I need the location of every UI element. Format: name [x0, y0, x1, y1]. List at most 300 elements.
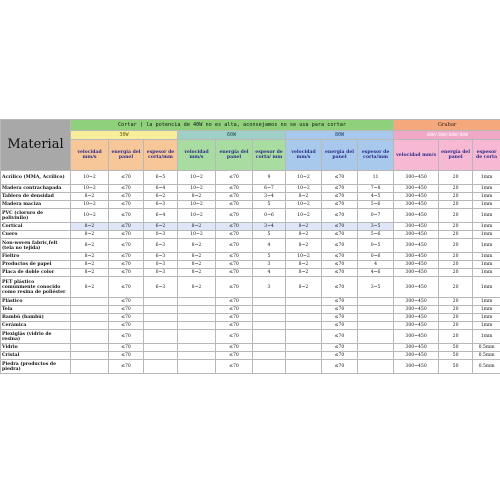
table-cell: 6~3	[144, 201, 178, 209]
col-header-speed: velocidad mm/s	[286, 140, 322, 171]
table-row	[1, 185, 500, 193]
table-row	[1, 352, 500, 360]
table-cell: ≤70	[109, 185, 144, 193]
table-cell	[253, 344, 286, 352]
table-cell: 1mm	[473, 201, 500, 209]
table-cell: 4	[358, 261, 394, 269]
table-cell	[71, 298, 109, 306]
table-cell: ≤70	[216, 209, 253, 223]
table-cell: 6~5	[144, 171, 178, 185]
table-cell	[358, 322, 394, 330]
table-cell: 300~450	[394, 269, 439, 277]
table-cell: 300~450	[394, 352, 439, 360]
table-row	[1, 306, 500, 314]
table-cell: ≤70	[109, 277, 144, 298]
material-name: Fieltro	[1, 253, 71, 261]
table-cell: ≤70	[322, 239, 358, 253]
table-cell	[358, 314, 394, 322]
table-row	[1, 314, 500, 322]
table-cell	[144, 306, 178, 314]
table-cell	[358, 298, 394, 306]
table-cell: ≤70	[322, 253, 358, 261]
table-cell: 1mm	[473, 322, 500, 330]
table-cell	[144, 322, 178, 330]
table-cell: 300~450	[394, 314, 439, 322]
table-cell	[286, 298, 322, 306]
table-cell	[144, 330, 178, 344]
table-cell: ≤70	[109, 314, 144, 322]
table-row	[1, 193, 500, 201]
table-cell: ≤70	[109, 253, 144, 261]
table-cell: 1mm	[473, 239, 500, 253]
table-cell: 6~2	[144, 193, 178, 201]
table-cell: 20	[439, 330, 473, 344]
table-cell: 20	[439, 306, 473, 314]
table-cell	[144, 344, 178, 352]
table-cell: 300~450	[394, 360, 439, 374]
table-cell: 1mm	[473, 223, 500, 231]
table-cell: ≤70	[322, 209, 358, 223]
material-name: Cristal	[1, 352, 71, 360]
table-cell: 20	[439, 171, 473, 185]
power-60w-header: 60W	[178, 131, 286, 140]
col-header-power: energía del panel	[439, 140, 473, 171]
table-cell: ≤70	[322, 352, 358, 360]
table-cell: 6~7	[253, 185, 286, 193]
table-cell: ≤70	[109, 360, 144, 374]
table-cell: ≤70	[216, 171, 253, 185]
table-cell: 8~2	[71, 277, 109, 298]
table-cell: ≤70	[216, 298, 253, 306]
table-cell	[71, 352, 109, 360]
table-cell: 10~2	[71, 185, 109, 193]
material-name: Plástico	[1, 298, 71, 306]
table-cell: 0~6	[253, 209, 286, 223]
table-cell: 10~2	[286, 209, 322, 223]
table-cell: 300~450	[394, 261, 439, 269]
table-cell: 3~5	[358, 223, 394, 231]
table-cell	[178, 314, 216, 322]
table-cell: ≤70	[109, 306, 144, 314]
table-cell	[253, 314, 286, 322]
material-name: PET plástico comúnmente conocido como resina de poliéster	[1, 277, 71, 298]
material-name: Plexiglás (vidrio de resina)	[1, 330, 71, 344]
table-cell: 20	[439, 239, 473, 253]
table-cell	[144, 352, 178, 360]
material-name: Cortical	[1, 223, 71, 231]
table-cell	[358, 330, 394, 344]
table-cell: ≤70	[216, 306, 253, 314]
table-cell	[253, 352, 286, 360]
table-cell: ≤70	[216, 231, 253, 239]
material-name: PVC (cloruro de polivinilo)	[1, 209, 71, 223]
material-name: Bambú (bambú)	[1, 314, 71, 322]
table-cell: 0.5mm	[473, 360, 500, 374]
table-cell: 5~6	[358, 201, 394, 209]
table-cell: 20	[439, 209, 473, 223]
col-header-speed: velocidad mm/s	[178, 140, 216, 171]
table-cell	[144, 360, 178, 374]
material-name: Madera maciza	[1, 201, 71, 209]
table-cell: 0~6	[358, 253, 394, 261]
table-cell: 1mm	[473, 193, 500, 201]
table-cell: 8~2	[286, 269, 322, 277]
table-cell: 50	[439, 344, 473, 352]
table-cell: 6~2	[144, 223, 178, 231]
table-cell: 6~4	[144, 209, 178, 223]
table-cell: 20	[439, 253, 473, 261]
table-cell	[358, 344, 394, 352]
power-engrave-header: 40W/30W/60W/80W	[394, 131, 500, 140]
table-cell: ≤70	[216, 352, 253, 360]
table-cell: 4~6	[358, 269, 394, 277]
table-cell: 20	[439, 261, 473, 269]
table-cell: 4~5	[358, 193, 394, 201]
table-cell: ≤70	[322, 298, 358, 306]
table-cell	[71, 344, 109, 352]
table-cell: ≤70	[109, 223, 144, 231]
table-cell: ≤70	[109, 201, 144, 209]
table-cell: 50	[439, 360, 473, 374]
table-cell: 10~2	[71, 209, 109, 223]
table-cell: 1mm	[473, 171, 500, 185]
table-cell: ≤70	[216, 201, 253, 209]
table-row	[1, 223, 500, 231]
table-cell: ≤70	[109, 344, 144, 352]
table-cell: 1mm	[473, 314, 500, 322]
table-cell	[178, 306, 216, 314]
table-cell: 1mm	[473, 231, 500, 239]
table-cell: ≤70	[109, 352, 144, 360]
table-cell: 10~2	[286, 171, 322, 185]
table-cell: 8~2	[178, 261, 216, 269]
material-name: Piedra (productos de piedra)	[1, 360, 71, 374]
col-header-power: energía del panel	[322, 140, 358, 171]
table-cell	[253, 330, 286, 344]
table-cell: ≤70	[216, 193, 253, 201]
table-cell: 8~2	[71, 223, 109, 231]
table-cell: 4	[253, 269, 286, 277]
table-cell: ≤70	[322, 171, 358, 185]
table-cell: 300~450	[394, 201, 439, 209]
table-cell: 0~3	[144, 269, 178, 277]
table-cell: 0~3	[144, 231, 178, 239]
table-cell: ≤70	[216, 360, 253, 374]
material-name: Placa de doble color	[1, 269, 71, 277]
table-cell	[144, 314, 178, 322]
table-cell: ≤70	[216, 277, 253, 298]
table-cell: 8~2	[71, 253, 109, 261]
table-cell: 4	[253, 239, 286, 253]
table-cell: 9	[253, 171, 286, 185]
table-cell: 8~2	[178, 253, 216, 261]
table-cell: ≤70	[109, 261, 144, 269]
table-cell: ≤70	[109, 239, 144, 253]
table-cell	[358, 306, 394, 314]
material-name: Madera contrachapada	[1, 185, 71, 193]
table-cell: 300~450	[394, 193, 439, 201]
table-cell: 5	[253, 201, 286, 209]
table-cell: 20	[439, 223, 473, 231]
table-cell	[178, 344, 216, 352]
table-cell: 0~5	[358, 239, 394, 253]
table-cell: ≤70	[322, 231, 358, 239]
table-cell: ≤70	[109, 298, 144, 306]
material-name: Vidrio	[1, 344, 71, 352]
table-cell: 3~4	[253, 223, 286, 231]
material-name: Productos de papel	[1, 261, 71, 269]
table-row	[1, 209, 500, 223]
table-cell: ≤70	[322, 261, 358, 269]
table-cell: 1mm	[473, 209, 500, 223]
table-cell: 8~2	[71, 193, 109, 201]
table-cell: 3~4	[253, 193, 286, 201]
col-header-thickness: espesor de corta/mm	[144, 140, 178, 171]
table-cell: ≤70	[322, 360, 358, 374]
table-cell: 7~8	[358, 185, 394, 193]
table-cell: ≤70	[322, 201, 358, 209]
table-cell: 300~450	[394, 223, 439, 231]
table-cell: ≤70	[216, 223, 253, 231]
table-cell: 1mm	[473, 269, 500, 277]
col-header-power: energía del panel	[216, 140, 253, 171]
table-cell	[253, 298, 286, 306]
table-cell: 10~2	[178, 171, 216, 185]
table-cell: 8~2	[71, 261, 109, 269]
table-cell: ≤70	[109, 171, 144, 185]
table-cell	[286, 330, 322, 344]
table-cell	[286, 314, 322, 322]
table-cell: ≤70	[322, 269, 358, 277]
table-cell: 20	[439, 231, 473, 239]
table-cell: ≤70	[109, 193, 144, 201]
table-cell	[286, 344, 322, 352]
table-cell: 8~2	[178, 223, 216, 231]
table-cell: 10~2	[178, 185, 216, 193]
table-cell: ≤70	[322, 223, 358, 231]
table-cell: 8~2	[286, 231, 322, 239]
col-header-thickness: espesor de corta	[473, 140, 500, 171]
table-row	[1, 298, 500, 306]
table-cell	[71, 360, 109, 374]
table-row	[1, 253, 500, 261]
table-cell: 10~2	[178, 201, 216, 209]
table-cell: 1mm	[473, 261, 500, 269]
table-cell: 8~2	[71, 239, 109, 253]
col-header-speed: velocidad mm/s	[71, 140, 109, 171]
power-30w-header: 30W	[71, 131, 178, 140]
table-cell: 300~450	[394, 253, 439, 261]
table-cell: 1mm	[473, 298, 500, 306]
table-cell: 5~6	[358, 231, 394, 239]
table-cell: ≤70	[322, 193, 358, 201]
table-cell: 0.5mm	[473, 344, 500, 352]
table-cell: 300~450	[394, 231, 439, 239]
table-cell	[286, 352, 322, 360]
table-cell: 3	[253, 277, 286, 298]
table-cell: 8~2	[71, 231, 109, 239]
table-row	[1, 344, 500, 352]
material-name: Cuero	[1, 231, 71, 239]
table-cell	[71, 330, 109, 344]
table-cell: 20	[439, 201, 473, 209]
table-cell: ≤70	[216, 269, 253, 277]
table-cell: ≤70	[109, 209, 144, 223]
material-name: Cerámica	[1, 322, 71, 330]
table-cell: 1mm	[473, 253, 500, 261]
table-cell: ≤70	[109, 231, 144, 239]
table-cell: 300~450	[394, 306, 439, 314]
table-row	[1, 322, 500, 330]
table-cell	[178, 352, 216, 360]
col-header-power: energía del panel	[109, 140, 144, 171]
table-cell: 8~2	[286, 223, 322, 231]
table-cell: 0~7	[358, 209, 394, 223]
table-cell: 300~450	[394, 298, 439, 306]
col-header-thickness: espesor de corta/ mm	[253, 140, 286, 171]
table-cell: 300~450	[394, 171, 439, 185]
table-cell	[71, 314, 109, 322]
table-cell	[178, 330, 216, 344]
material-name: Tablero de densidad	[1, 193, 71, 201]
laser-settings-table	[0, 119, 500, 374]
table-cell	[178, 322, 216, 330]
table-cell: ≤70	[216, 185, 253, 193]
table-cell: ≤70	[216, 314, 253, 322]
table-cell: ≤70	[322, 306, 358, 314]
table-cell: ≤70	[216, 330, 253, 344]
table-cell: 6~4	[144, 185, 178, 193]
table-cell: 20	[439, 322, 473, 330]
table-cell: 8~2	[178, 239, 216, 253]
table-cell: 3	[253, 261, 286, 269]
table-cell: ≤70	[322, 277, 358, 298]
table-row	[1, 261, 500, 269]
table-cell: ≤70	[109, 330, 144, 344]
material-name: Non-woven fabric,felt (tela no tejida)	[1, 239, 71, 253]
table-cell: 6~3	[144, 277, 178, 298]
table-cell: ≤70	[322, 330, 358, 344]
table-cell: 10~2	[178, 209, 216, 223]
col-header-thickness: espesor de corta/mm	[358, 140, 394, 171]
table-row	[1, 330, 500, 344]
table-cell	[71, 306, 109, 314]
table-cell: 300~450	[394, 209, 439, 223]
table-cell: 300~450	[394, 344, 439, 352]
table-row	[1, 171, 500, 185]
table-cell: 3~5	[358, 277, 394, 298]
table-cell: 10~2	[286, 253, 322, 261]
table-cell: 300~450	[394, 239, 439, 253]
table-cell: ≤70	[216, 239, 253, 253]
table-cell: 8~2	[71, 269, 109, 277]
table-cell: 0.5mm	[473, 352, 500, 360]
table-cell: 50	[439, 352, 473, 360]
table-cell: 8~2	[286, 193, 322, 201]
material-name: Acrílico (MMA, Acrílico)	[1, 171, 71, 185]
table-cell: ≤70	[216, 261, 253, 269]
table-cell: 20	[439, 314, 473, 322]
table-cell: ≤70	[109, 322, 144, 330]
table-cell: 5	[253, 253, 286, 261]
table-cell: 5	[253, 231, 286, 239]
table-cell	[178, 298, 216, 306]
table-cell: 10~2	[71, 201, 109, 209]
table-cell: 8~2	[178, 193, 216, 201]
table-cell: 10~2	[286, 201, 322, 209]
table-cell: 20	[439, 185, 473, 193]
table-cell	[71, 322, 109, 330]
table-cell	[286, 322, 322, 330]
table-cell: 6~3	[144, 253, 178, 261]
table-cell: 300~450	[394, 277, 439, 298]
table-cell	[358, 360, 394, 374]
table-cell: 0~3	[144, 261, 178, 269]
table-row	[1, 201, 500, 209]
table-row	[1, 269, 500, 277]
table-cell	[253, 306, 286, 314]
table-cell	[144, 298, 178, 306]
table-cell: 20	[439, 298, 473, 306]
table-cell: 10~2	[286, 185, 322, 193]
cut-banner: Cortar ( la potencia de 40W no es alta, aconsejamos no se usa para cortar	[71, 120, 394, 131]
table-cell: 300~450	[394, 185, 439, 193]
col-header-speed: velocidad mm/s	[394, 140, 439, 171]
table-cell: 6~3	[144, 239, 178, 253]
table-cell: 10~2	[178, 231, 216, 239]
table-cell: 300~450	[394, 322, 439, 330]
table-cell: 8~2	[178, 277, 216, 298]
table-cell: 8~2	[286, 277, 322, 298]
table-cell: 11	[358, 171, 394, 185]
table-cell: ≤70	[322, 314, 358, 322]
table-cell: 1mm	[473, 306, 500, 314]
table-cell: 1mm	[473, 277, 500, 298]
settings-sheet	[0, 119, 500, 374]
table-row	[1, 239, 500, 253]
table-row	[1, 360, 500, 374]
table-cell	[286, 306, 322, 314]
engrave-banner: Grabar	[394, 120, 500, 131]
table-cell: ≤70	[216, 322, 253, 330]
table-cell: ≤70	[322, 322, 358, 330]
table-cell: 20	[439, 269, 473, 277]
table-cell: 1mm	[473, 185, 500, 193]
table-cell	[253, 322, 286, 330]
table-cell	[358, 352, 394, 360]
table-cell: ≤70	[322, 185, 358, 193]
table-cell	[286, 360, 322, 374]
table-cell: ≤70	[216, 344, 253, 352]
table-cell	[253, 360, 286, 374]
table-cell: 8~2	[286, 239, 322, 253]
table-cell: 1mm	[473, 330, 500, 344]
table-cell: 20	[439, 193, 473, 201]
material-header: Material	[1, 120, 71, 171]
table-cell: ≤70	[109, 269, 144, 277]
table-row	[1, 277, 500, 298]
table-cell: ≤70	[216, 253, 253, 261]
table-cell: ≤70	[322, 344, 358, 352]
table-cell: 300~450	[394, 330, 439, 344]
material-name: Tela	[1, 306, 71, 314]
table-cell	[178, 360, 216, 374]
table-cell: 10~2	[71, 171, 109, 185]
table-row	[1, 231, 500, 239]
table-cell: 8~2	[178, 269, 216, 277]
power-80w-header: 80W	[286, 131, 394, 140]
table-cell: 8~2	[286, 261, 322, 269]
